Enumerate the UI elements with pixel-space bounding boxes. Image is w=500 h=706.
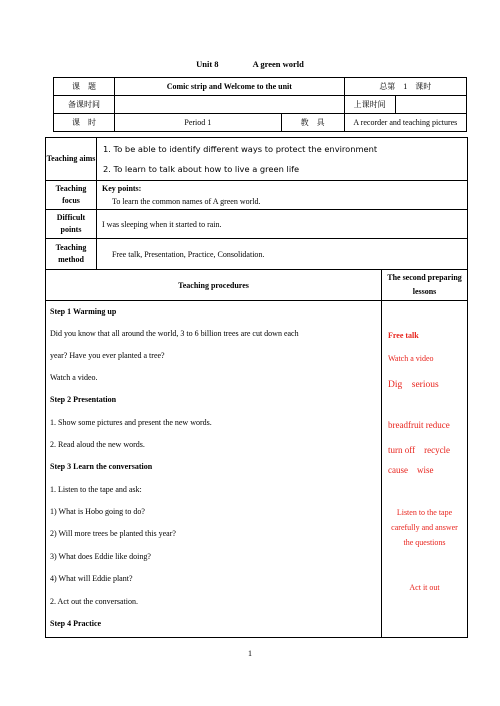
focus-label: Teaching focus xyxy=(46,181,97,210)
aims-label: Teaching aims xyxy=(46,138,97,181)
note-listen-2: carefully and answer xyxy=(391,523,458,532)
procedure-line: 2. Act out the conversation. xyxy=(50,597,138,606)
difficult-text: I was sleeping when it started to rain. xyxy=(97,210,468,239)
procedure-line: 2. Read aloud the new words. xyxy=(50,440,145,449)
page-number: 1 xyxy=(248,649,252,658)
lesson-label: 课 题 xyxy=(54,78,115,96)
second-prep-notes xyxy=(382,301,468,638)
focus-cell xyxy=(97,181,468,210)
note-listen-1: Listen to the tape xyxy=(396,508,453,517)
procedure-line: 1. Show some pictures and present the new words. xyxy=(50,418,212,427)
procedure-line: 2) Will more trees be planted this year? xyxy=(50,529,176,538)
step-4-heading: Step 4 Practice xyxy=(50,619,102,628)
procedure-line: year? Have you ever planted a tree? xyxy=(50,351,165,360)
document-title xyxy=(0,59,500,69)
procedure-line: Watch a video. xyxy=(50,373,98,382)
prep-time-label: 备课时间 xyxy=(54,96,115,114)
note-watch-video: Watch a video xyxy=(388,354,434,363)
procedure-line: 4) What will Eddie plant? xyxy=(50,574,133,583)
difficult-label: Difficult points xyxy=(46,210,97,239)
step-1-heading: Step 1 Warming up xyxy=(50,307,117,316)
aids-label: 教 具 xyxy=(281,114,344,132)
step-3-heading: Step 3 Learn the conversation xyxy=(50,462,153,471)
step-2-heading: Step 2 Presentation xyxy=(50,395,117,404)
procedures-header: Teaching procedures xyxy=(46,270,382,301)
focus-title: Key points: xyxy=(102,184,142,193)
note-words-3: turn off recycle xyxy=(388,445,451,455)
lesson-value: Comic strip and Welcome to the unit xyxy=(115,78,345,96)
aims-cell xyxy=(97,138,468,181)
method-text: Free talk, Presentation, Practice, Consolidation. xyxy=(97,239,468,270)
note-act-it-out: Act it out xyxy=(409,583,440,592)
note-words-1: Dig serious xyxy=(388,380,439,390)
method-label: Teaching method xyxy=(46,239,97,270)
lesson-info-table xyxy=(53,77,467,132)
total-lesson-label: 总第 1 课时 xyxy=(344,78,466,96)
second-prep-header: The second preparing lessons xyxy=(382,270,468,301)
procedure-line: 3) What does Eddie like doing? xyxy=(50,552,151,561)
class-time-value xyxy=(395,96,466,114)
class-time-label: 上课时间 xyxy=(344,96,395,114)
note-words-2: breadfruit reduce xyxy=(388,420,450,430)
unit-topic: A green world xyxy=(252,59,304,69)
procedure-line: 1. Listen to the tape and ask: xyxy=(50,485,142,494)
teaching-plan-table xyxy=(45,137,468,638)
procedure-line: Did you know that all around the world, 3 to 6 billion trees are cut down each xyxy=(50,329,299,338)
prep-time-value xyxy=(115,96,345,114)
aim-item-2: 2. To learn to talk about how to live a green life xyxy=(103,164,300,174)
note-words-4: cause wise xyxy=(388,465,434,475)
period-label: 课 时 xyxy=(54,114,115,132)
focus-text: To learn the common names of A green world. xyxy=(112,197,261,206)
period-value: Period 1 xyxy=(115,114,282,132)
procedures-body xyxy=(46,301,382,638)
procedure-line: 1) What is Hobo going to do? xyxy=(50,507,145,516)
aids-value: A recorder and teaching pictures xyxy=(344,114,466,132)
note-listen-3: the questions xyxy=(403,538,446,547)
note-free-talk: Free talk xyxy=(388,331,419,340)
unit-label: Unit 8 xyxy=(196,59,219,69)
aim-item-1: 1. To be able to identify different ways to protect the environment xyxy=(103,144,378,154)
